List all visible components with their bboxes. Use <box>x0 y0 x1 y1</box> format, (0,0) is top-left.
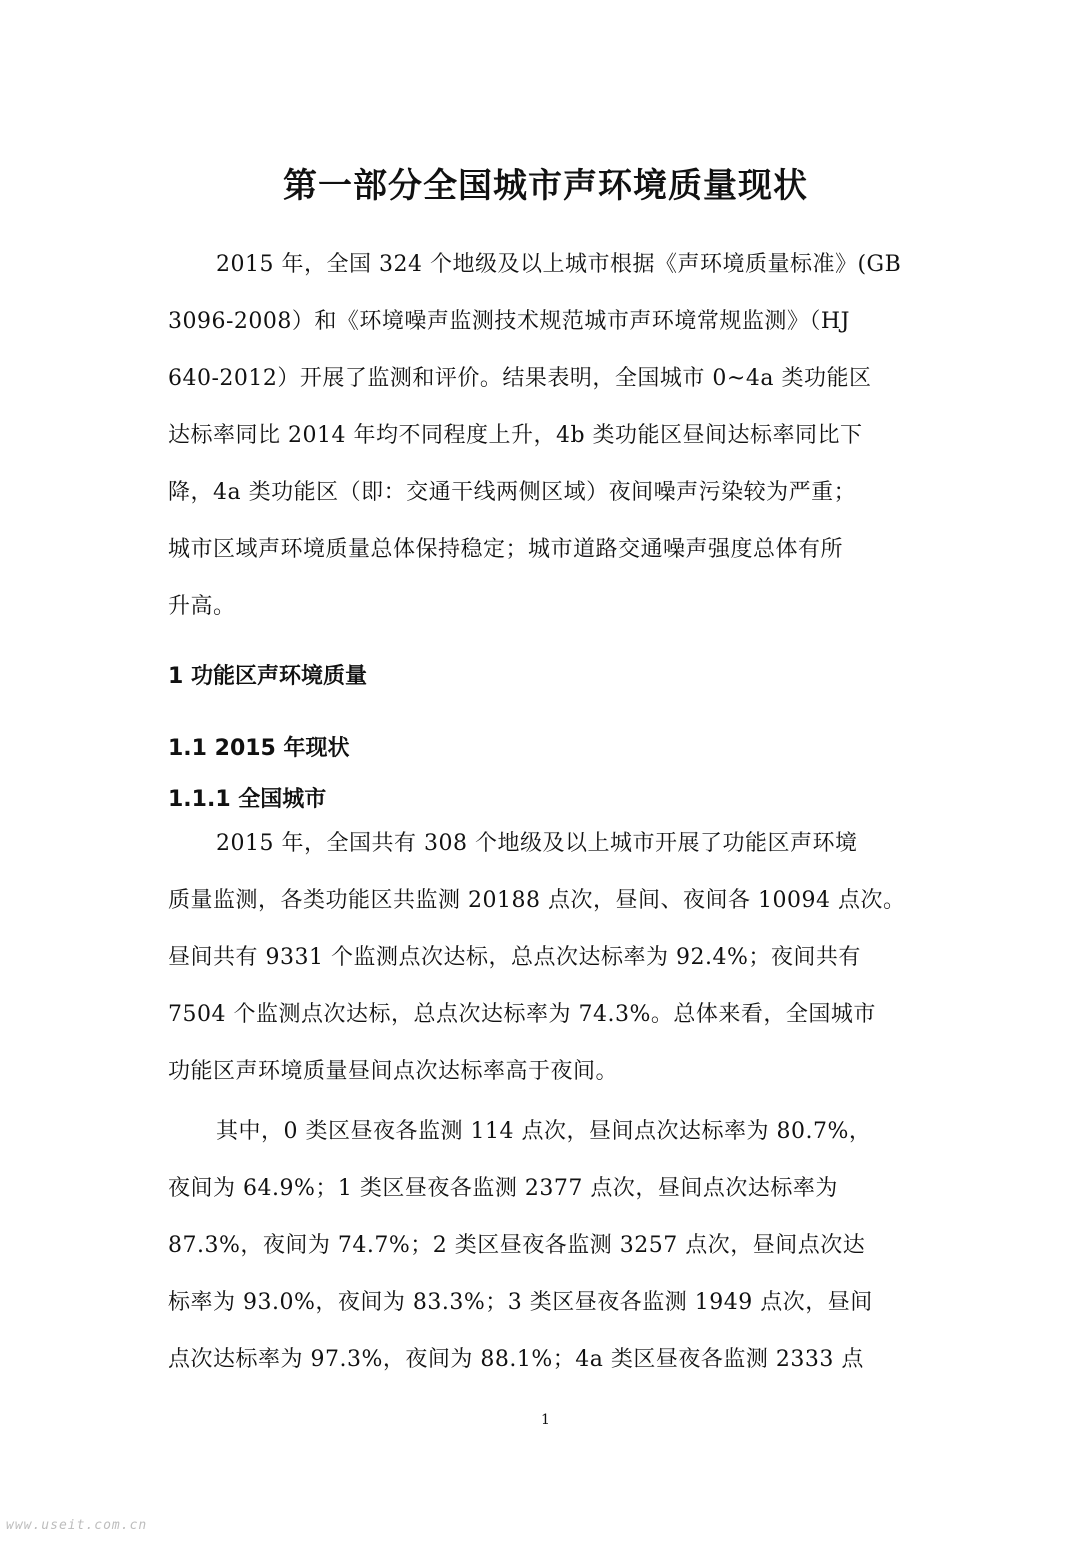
section-heading-1: 1 功能区声环境质量 <box>168 664 367 689</box>
paragraph-line: 标率为 93.0%，夜间为 83.3%；3 类区昼夜各监测 1949 点次，昼间 <box>168 1290 873 1315</box>
paragraph-line: 夜间为 64.9%；1 类区昼夜各监测 2377 点次，昼间点次达标率为 <box>168 1176 838 1201</box>
paragraph-line: 3096-2008）和《环境噪声监测技术规范城市声环境常规监测》（HJ <box>168 309 850 334</box>
paragraph-line: 2015 年，全国共有 308 个地级及以上城市开展了功能区声环境 <box>216 831 858 856</box>
section-heading-1-1: 1.1 2015 年现状 <box>168 736 350 761</box>
paragraph-line: 功能区声环境质量昼间点次达标率高于夜间。 <box>168 1059 619 1084</box>
paragraph-line: 点次达标率为 97.3%，夜间为 88.1%；4a 类区昼夜各监测 2333 点 <box>168 1347 864 1372</box>
function-class-paragraph <box>168 1103 928 1388</box>
paragraph-line: 城市区域声环境质量总体保持稳定；城市道路交通噪声强度总体有所 <box>168 537 844 562</box>
paragraph-line: 7504 个监测点次达标，总点次达标率为 74.3%。总体来看，全国城市 <box>168 1002 876 1027</box>
page-number: 1 <box>541 1412 550 1428</box>
paragraph-line: 640-2012）开展了监测和评价。结果表明，全国城市 0~4a 类功能区 <box>168 366 872 391</box>
national-cities-paragraph <box>168 815 928 1100</box>
watermark: www.useit.com.cn <box>6 1518 148 1533</box>
intro-paragraph <box>168 236 928 635</box>
paragraph-line: 升高。 <box>168 594 236 619</box>
paragraph-line: 质量监测，各类功能区共监测 20188 点次，昼间、夜间各 10094 点次。 <box>168 888 906 913</box>
paragraph-line: 2015 年，全国 324 个地级及以上城市根据《声环境质量标准》(GB <box>216 252 902 277</box>
paragraph-line: 87.3%，夜间为 74.7%；2 类区昼夜各监测 3257 点次，昼间点次达 <box>168 1233 866 1258</box>
section-heading-1-1-1: 1.1.1 全国城市 <box>168 787 327 812</box>
paragraph-line: 达标率同比 2014 年均不同程度上升，4b 类功能区昼间达标率同比下 <box>168 423 863 448</box>
paragraph-line: 昼间共有 9331 个监测点次达标，总点次达标率为 92.4%；夜间共有 <box>168 945 861 970</box>
paragraph-line: 其中，0 类区昼夜各监测 114 点次，昼间点次达标率为 80.7%， <box>216 1119 872 1144</box>
paragraph-line: 降，4a 类功能区（即：交通干线两侧区域）夜间噪声污染较为严重； <box>168 480 857 505</box>
page-title: 第一部分全国城市声环境质量现状 <box>283 166 808 206</box>
